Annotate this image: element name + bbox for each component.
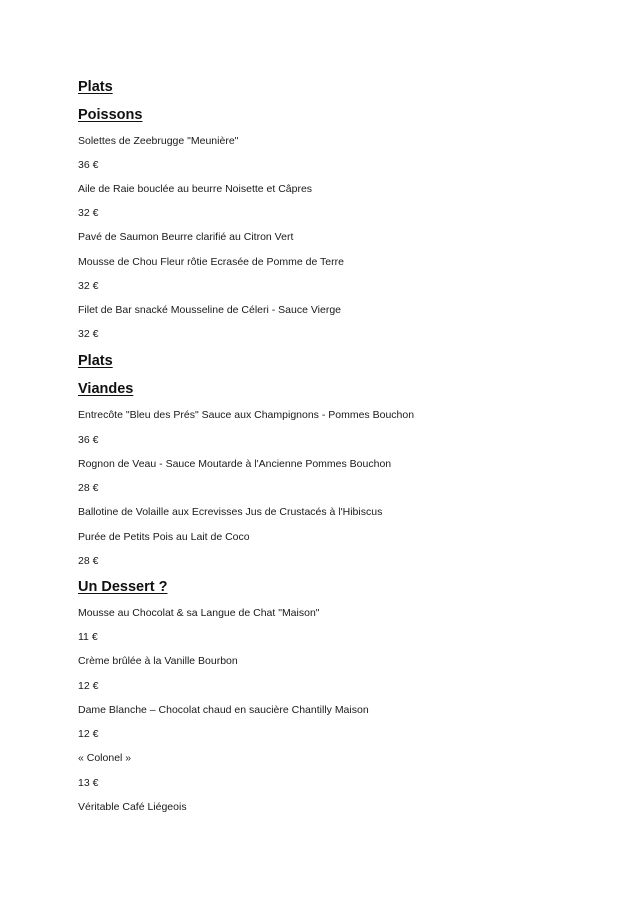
menu-item-price: 32 € xyxy=(78,328,99,340)
menu-item-price: 36 € xyxy=(78,434,99,446)
menu-item-price: 28 € xyxy=(78,482,99,494)
menu-item: Crème brûlée à la Vanille Bourbon xyxy=(78,655,238,667)
menu-item: Véritable Café Liégeois xyxy=(78,801,187,813)
menu-item: Aile de Raie bouclée au beurre Noisette et Câpres xyxy=(78,183,313,195)
menu-item: Filet de Bar snacké Mousseline de Céleri - Sauce Vierge xyxy=(78,304,342,316)
menu-item: Pavé de Saumon Beurre clarifié au Citron Vert xyxy=(78,231,294,243)
menu-item-price: 11 € xyxy=(78,631,98,643)
section-heading: Un Dessert ? xyxy=(78,579,168,595)
menu-item: Solettes de Zeebrugge "Meunière" xyxy=(78,135,239,147)
menu-item: Purée de Petits Pois au Lait de Coco xyxy=(78,531,250,543)
menu-item-price: 32 € xyxy=(78,280,99,292)
menu-item: Entrecôte "Bleu des Prés" Sauce aux Champignons - Pommes Bouchon xyxy=(78,409,415,421)
menu-item-price: 12 € xyxy=(78,728,99,740)
section-heading: Plats xyxy=(78,79,113,95)
menu-item: Rognon de Veau - Sauce Moutarde à l'Ancienne Pommes Bouchon xyxy=(78,458,392,470)
menu-item: Dame Blanche – Chocolat chaud en saucière Chantilly Maison xyxy=(78,704,369,716)
menu-item-price: 36 € xyxy=(78,159,99,171)
menu-item: Mousse de Chou Fleur rôtie Ecrasée de Pomme de Terre xyxy=(78,256,344,268)
section-heading: Poissons xyxy=(78,107,143,123)
menu-item: Ballotine de Volaille aux Ecrevisses Jus de Crustacés à l'Hibiscus xyxy=(78,506,383,518)
menu-item-price: 13 € xyxy=(78,777,99,789)
section-heading: Viandes xyxy=(78,381,134,397)
menu-item: « Colonel » xyxy=(78,752,132,764)
menu-item: Mousse au Chocolat & sa Langue de Chat "Maison" xyxy=(78,607,320,619)
menu-item-price: 28 € xyxy=(78,555,99,567)
menu-item-price: 12 € xyxy=(78,680,99,692)
menu-item-price: 32 € xyxy=(78,207,99,219)
section-heading: Plats xyxy=(78,353,113,369)
